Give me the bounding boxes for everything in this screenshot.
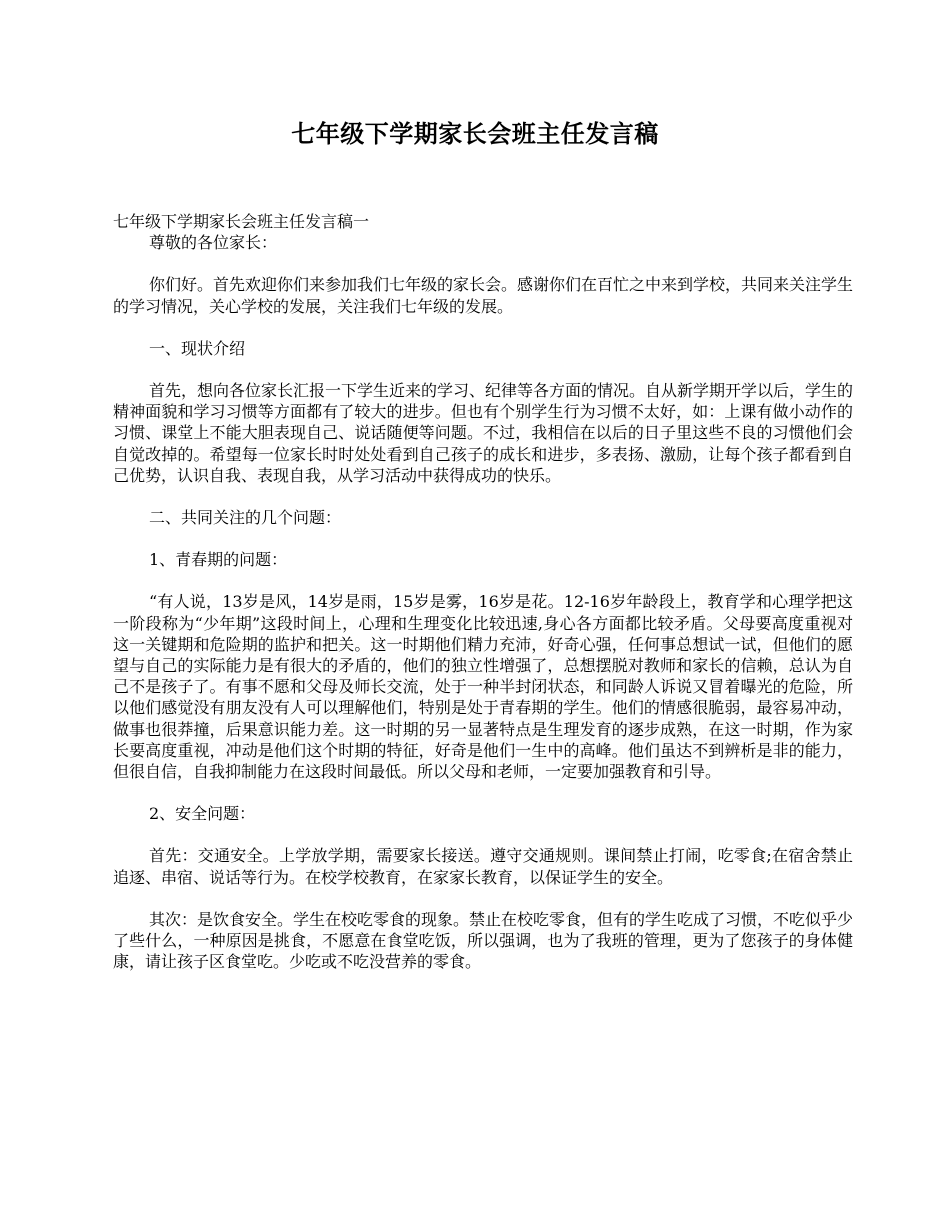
traffic-safety-paragraph: 首先：交通安全。上学放学期，需要家长接送。遵守交通规则。课间禁止打闹，吃零食;在宿舍禁止追逐、串宿、说话等行为。在校学校教育，在家家长教育，以保证学生的安全。 [113,846,853,887]
adolescence-paragraph: “有人说，13岁是风，14岁是雨，15岁是雾，16岁是花。12-16岁年龄段上，教育学和心理学把这一阶段称为“少年期”这段时间上，心理和生理变化比较迅速,身心各方面都比较矛盾。父母要高度重视对这一关键期和危险期的监护和把关。这一时期他们精力充沛，好奇心强，任何事总想试一试，但他们的愿望与自己的实际能力是有很大的矛盾的，他们的独立性增强了，总想摆脱对教师和家长的信赖，总认为自己不是孩子了。有事不愿和父母及师长交流，处于一种半封闭状态，和同龄人诉说又冒着曝光的危险，所以他们感觉没有朋友没有人可以理解他们，特别是处于青春期的学生。他们的情感很脆弱，最容易冲动，做事也很莽撞，后果意识能力差。这一时期的另一显著特点是生理发育的逐步成熟，在这一时期，作为家长要高度重视，冲动是他们这个时期的特征，好奇是他们一生中的高峰。他们虽达不到辨析是非的能力，但很自信，自我抑制能力在这段时间最低。所以父母和老师，一定要加强教育和引导。 [113,592,853,782]
subtitle-paragraph: 七年级下学期家长会班主任发言稿一 [113,212,370,231]
greeting-paragraph: 尊敬的各位家长： [149,233,278,253]
welcome-paragraph: 你们好。首先欢迎你们来参加我们七年级的家长会。感谢你们在百忙之中来到学校，共同来关注学生的学习情况，关心学校的发展，关注我们七年级的发展。 [113,275,854,316]
section-heading: 二、共同关注的几个问题： [149,508,342,528]
food-safety-paragraph: 其次：是饮食安全。学生在校吃零食的现象。禁止在校吃零食，但有的学生吃成了习惯，不吃似乎少了些什么，一种原因是挑食，不愿意在食堂吃饭，所以强调，也为了我班的管理，更为了您孩子的身体健康，请让孩子区食堂吃。少吃或不吃没营养的零食。 [113,909,854,972]
subsection-heading: 1、青春期的问题： [149,550,288,570]
document-title: 七年级下学期家长会班主任发言稿 [291,119,659,148]
document-body [113,211,853,972]
status-paragraph: 首先，想向各位家长汇报一下学生近来的学习、纪律等各方面的情况。自从新学期开学以后，学生的精神面貌和学习习惯等方面都有了较大的进步。但也有个别学生行为习惯不太好，如：上课有做小动作的习惯、课堂上不能大胆表现自己、说话随便等问题。不过，我相信在以后的日子里这些不良的习惯他们会自觉改掉的。希望每一位家长时时处处看到自己孩子的成长和进步，多表扬、激励，让每个孩子都看到自己优势，认识自我、表现自我，从学习活动中获得成功的快乐。 [113,381,854,485]
subsection-heading: 2、安全问题： [149,804,256,824]
section-heading: 一、现状介绍 [149,338,246,358]
